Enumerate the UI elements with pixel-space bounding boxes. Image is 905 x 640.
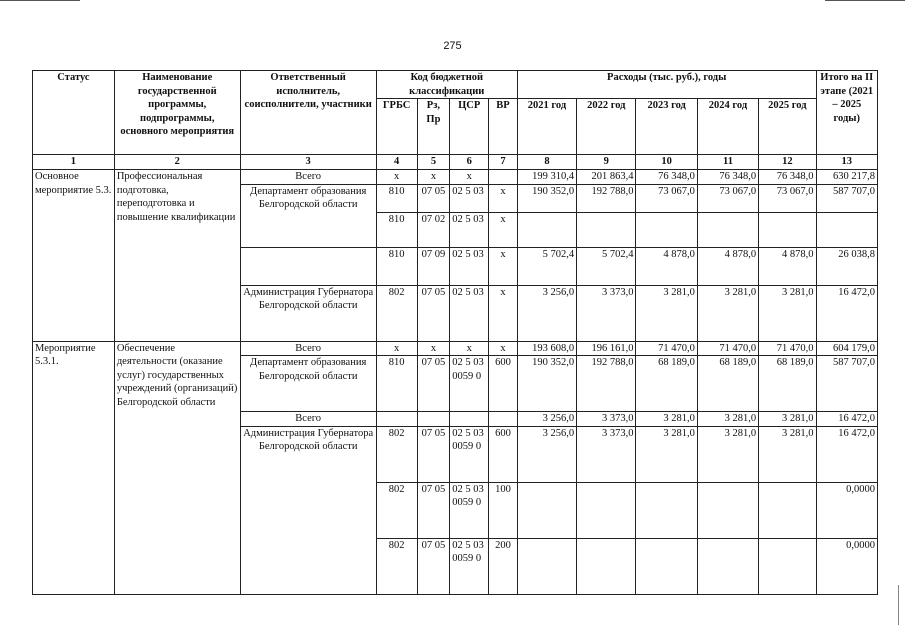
value-2021: 3 256,0 [517, 412, 576, 427]
value-2023 [636, 538, 697, 594]
value-2022: 3 373,0 [577, 426, 636, 482]
value-total: 0,0000 [816, 538, 877, 594]
executor-cell: Всего [240, 341, 376, 356]
vr-cell [489, 170, 518, 185]
header-total: Итого на II этапе (2021 – 2025 годы) [816, 71, 877, 155]
scan-edge-line [0, 0, 80, 1]
header-csr: ЦСР [450, 99, 489, 155]
value-2021: 199 310,4 [517, 170, 576, 185]
column-number: 2 [114, 155, 240, 170]
vr-cell: х [489, 184, 518, 212]
value-2021: 190 352,0 [517, 356, 576, 412]
rzpr-cell: 07 02 [417, 212, 450, 247]
value-2021 [517, 482, 576, 538]
value-2025 [759, 538, 816, 594]
vr-cell: х [489, 285, 518, 341]
column-number: 9 [577, 155, 636, 170]
value-total: 16 472,0 [816, 412, 877, 427]
vr-cell: 600 [489, 426, 518, 482]
column-number: 8 [517, 155, 576, 170]
value-2024: 71 470,0 [697, 341, 758, 356]
grbs-cell: 802 [376, 285, 417, 341]
column-number: 13 [816, 155, 877, 170]
vr-cell: х [489, 212, 518, 247]
rzpr-cell: 07 05 [417, 482, 450, 538]
header-status: Статус [33, 71, 115, 155]
executor-cell: Администрация Губернатора Белгородской области [240, 426, 376, 594]
executor-cell: Всего [240, 170, 376, 185]
grbs-cell: 810 [376, 247, 417, 285]
value-2023 [636, 482, 697, 538]
rzpr-cell: 07 05 [417, 356, 450, 412]
value-2022: 5 702,4 [577, 247, 636, 285]
header-program-name: Наименование государственной программы, подпрограммы, основного мероприятия [114, 71, 240, 155]
value-2024: 3 281,0 [697, 412, 758, 427]
value-2024 [697, 212, 758, 247]
budget-table [32, 70, 878, 595]
value-total: 587 707,0 [816, 184, 877, 212]
value-2021: 3 256,0 [517, 426, 576, 482]
value-2021: 3 256,0 [517, 285, 576, 341]
csr-cell: х [450, 341, 489, 356]
header-rzpr: Рз, Пр [417, 99, 450, 155]
value-2025 [759, 482, 816, 538]
header-year-2021: 2021 год [517, 99, 576, 155]
rzpr-cell: х [417, 170, 450, 185]
column-number: 7 [489, 155, 518, 170]
grbs-cell: 802 [376, 538, 417, 594]
value-2023: 4 878,0 [636, 247, 697, 285]
value-2022: 201 863,4 [577, 170, 636, 185]
csr-cell: 02 5 03 0059 0 [450, 356, 489, 412]
value-2022 [577, 538, 636, 594]
vr-cell: 100 [489, 482, 518, 538]
value-2024: 3 281,0 [697, 426, 758, 482]
column-number: 6 [450, 155, 489, 170]
rzpr-cell: 07 05 [417, 426, 450, 482]
rzpr-cell: х [417, 341, 450, 356]
value-2023: 3 281,0 [636, 285, 697, 341]
column-number: 4 [376, 155, 417, 170]
vr-cell: х [489, 341, 518, 356]
table-row [33, 170, 878, 185]
value-2023 [636, 212, 697, 247]
vr-cell: 600 [489, 356, 518, 412]
csr-cell: 02 5 03 [450, 285, 489, 341]
scan-edge-line [898, 585, 899, 625]
value-2025: 4 878,0 [759, 247, 816, 285]
csr-cell: 02 5 03 [450, 184, 489, 212]
value-total: 630 217,8 [816, 170, 877, 185]
header-year-2022: 2022 год [577, 99, 636, 155]
value-2025 [759, 212, 816, 247]
executor-cell: Департамент образования Белгородской области [240, 184, 376, 247]
value-2024: 4 878,0 [697, 247, 758, 285]
scan-edge-line [825, 0, 905, 1]
csr-cell: х [450, 170, 489, 185]
value-total: 0,0000 [816, 482, 877, 538]
value-2021 [517, 538, 576, 594]
value-2021: 193 608,0 [517, 341, 576, 356]
header-grbs: ГРБС [376, 99, 417, 155]
value-2023: 3 281,0 [636, 412, 697, 427]
column-number: 1 [33, 155, 115, 170]
value-2025: 68 189,0 [759, 356, 816, 412]
rzpr-cell: 07 09 [417, 247, 450, 285]
csr-cell: 02 5 03 0059 0 [450, 482, 489, 538]
header-year-2025: 2025 год [759, 99, 816, 155]
grbs-cell: х [376, 170, 417, 185]
page-number: 275 [443, 40, 462, 52]
value-2022: 196 161,0 [577, 341, 636, 356]
column-number: 3 [240, 155, 376, 170]
value-2025: 3 281,0 [759, 412, 816, 427]
executor-cell: Департамент образования Белгородской области [240, 356, 376, 412]
table-row [33, 341, 878, 356]
value-2025: 73 067,0 [759, 184, 816, 212]
header-budget-code: Код бюджетной классификации [376, 71, 517, 99]
header-year-2023: 2023 год [636, 99, 697, 155]
executor-cell: Администрация Губернатора Белгородской области [240, 285, 376, 341]
value-2022: 3 373,0 [577, 412, 636, 427]
header-vr: ВР [489, 99, 518, 155]
program-name-cell: Обеспечение деятельности (оказание услуг) государственных учреждений (организаций) Белгородской области [114, 341, 240, 594]
value-2025: 3 281,0 [759, 285, 816, 341]
value-2021 [517, 212, 576, 247]
grbs-cell: 810 [376, 212, 417, 247]
value-2024 [697, 482, 758, 538]
grbs-cell: 810 [376, 356, 417, 412]
value-2023: 73 067,0 [636, 184, 697, 212]
value-2022 [577, 482, 636, 538]
status-cell: Основное мероприятие 5.3. [33, 170, 115, 342]
value-total: 16 472,0 [816, 426, 877, 482]
value-total: 587 707,0 [816, 356, 877, 412]
csr-cell: 02 5 03 [450, 247, 489, 285]
vr-cell [489, 412, 518, 427]
value-2024: 76 348,0 [697, 170, 758, 185]
value-total: 604 179,0 [816, 341, 877, 356]
executor-cell [240, 247, 376, 285]
value-2023: 76 348,0 [636, 170, 697, 185]
executor-cell: Всего [240, 412, 376, 427]
value-2025: 3 281,0 [759, 426, 816, 482]
grbs-cell: 802 [376, 426, 417, 482]
rzpr-cell [417, 412, 450, 427]
csr-cell: 02 5 03 [450, 212, 489, 247]
value-2021: 5 702,4 [517, 247, 576, 285]
grbs-cell: х [376, 341, 417, 356]
value-2024: 3 281,0 [697, 285, 758, 341]
value-2021: 190 352,0 [517, 184, 576, 212]
csr-cell: 02 5 03 0059 0 [450, 426, 489, 482]
value-2022: 192 788,0 [577, 356, 636, 412]
grbs-cell: 802 [376, 482, 417, 538]
value-total: 26 038,8 [816, 247, 877, 285]
value-2024: 73 067,0 [697, 184, 758, 212]
value-2023: 68 189,0 [636, 356, 697, 412]
value-2022 [577, 212, 636, 247]
vr-cell: 200 [489, 538, 518, 594]
value-2022: 192 788,0 [577, 184, 636, 212]
grbs-cell: 810 [376, 184, 417, 212]
value-total [816, 212, 877, 247]
value-2025: 71 470,0 [759, 341, 816, 356]
column-number: 12 [759, 155, 816, 170]
value-2024: 68 189,0 [697, 356, 758, 412]
value-2023: 71 470,0 [636, 341, 697, 356]
rzpr-cell: 07 05 [417, 285, 450, 341]
header-year-2024: 2024 год [697, 99, 758, 155]
header-expenses: Расходы (тыс. руб.), годы [517, 71, 816, 99]
column-number: 11 [697, 155, 758, 170]
value-total: 16 472,0 [816, 285, 877, 341]
value-2024 [697, 538, 758, 594]
program-name-cell: Профессиональная подготовка, переподготовка и повышение квалификации [114, 170, 240, 342]
grbs-cell [376, 412, 417, 427]
vr-cell: х [489, 247, 518, 285]
column-number: 5 [417, 155, 450, 170]
csr-cell [450, 412, 489, 427]
header-executor: Ответственный исполнитель, соисполнители, участники [240, 71, 376, 155]
column-number: 10 [636, 155, 697, 170]
value-2025: 76 348,0 [759, 170, 816, 185]
csr-cell: 02 5 03 0059 0 [450, 538, 489, 594]
rzpr-cell: 07 05 [417, 184, 450, 212]
status-cell: Мероприятие 5.3.1. [33, 341, 115, 594]
rzpr-cell: 07 05 [417, 538, 450, 594]
value-2023: 3 281,0 [636, 426, 697, 482]
value-2022: 3 373,0 [577, 285, 636, 341]
